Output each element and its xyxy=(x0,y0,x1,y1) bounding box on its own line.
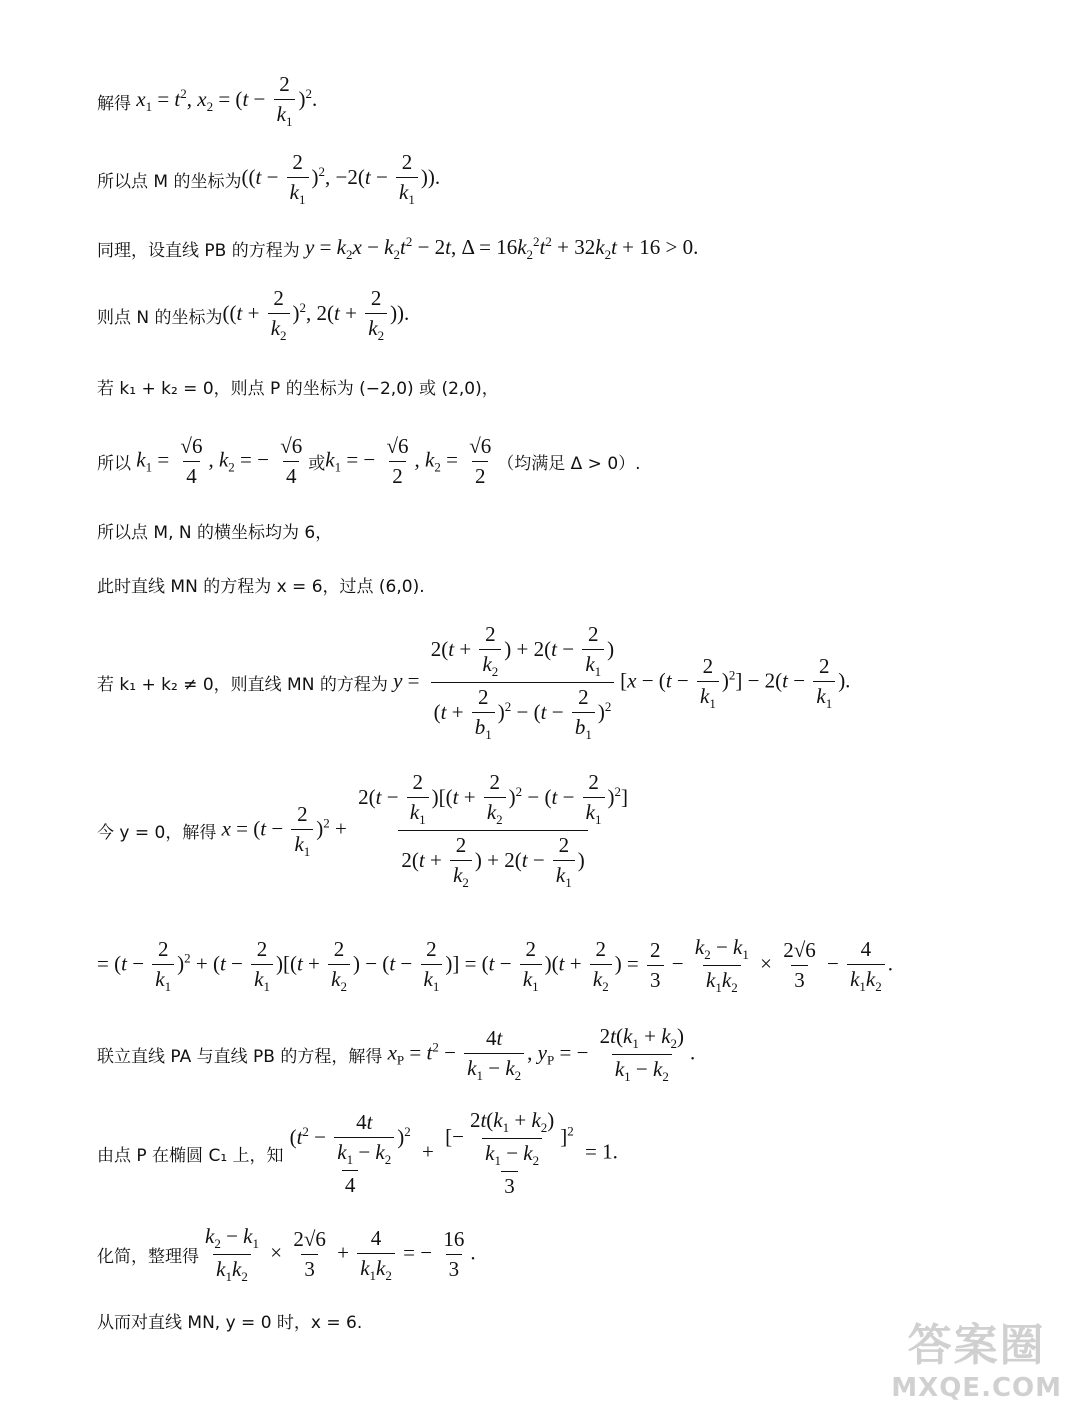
solution-line-13 xyxy=(97,1108,618,1199)
watermark xyxy=(891,1309,1062,1403)
line-9-label: 若 k₁ + k₂ ≠ 0，则直线 MN 的方程为 xyxy=(97,675,388,696)
line-6-label: 所以 xyxy=(97,454,131,474)
line-10-formula: x = (t − $\frac{2}{k_1}$ )$^2$ + 2(t − $\frac{2}{k_1}$ )[(t + $\frac{2}{k_2}$ )$^2$ − (t − $\frac{2}{k_1}$ )$^2$] 2(t + $\frac{2}{k_2}$ ) + 2(t − $\frac{2}{k_1}$ ) xyxy=(221,770,628,891)
solution-line-10 xyxy=(97,770,634,891)
line-1-formula: $x_1 = t^2$, $x_2 = (t$ − $\frac{2}{k_1}$ )$^2$. xyxy=(136,72,318,130)
watermark-logo: 答案圈 xyxy=(907,1320,1046,1371)
line-10-label: 今 y = 0，解得 xyxy=(97,823,217,844)
solution-line-2 xyxy=(97,150,440,208)
solution-line-9 xyxy=(97,622,850,743)
solution-line-8 xyxy=(97,572,425,597)
line-12-label: 联立直线 PA 与直线 PB 的方程，解得 xyxy=(97,1047,383,1068)
watermark-site: MXQE.COM xyxy=(891,1373,1062,1403)
solution-line-14 xyxy=(97,1224,476,1285)
solution-line-5 xyxy=(97,374,499,399)
line-12-formula: $x_P = t^2$ − $\frac{4t}{k_1 - k_2}$ , $y_P$ = − $\frac{2t(k_1 + k_2)}{k_1 - k_2}$ . xyxy=(387,1024,696,1085)
line-4-formula: ((t + $\frac{2}{k_2}$ )$^2$, 2(t + $\frac{2}{k_2}$ )). xyxy=(222,286,410,344)
line-5-text: 若 k₁ + k₂ = 0，则点 P 的坐标为 (−2,0) 或 (2,0)， xyxy=(97,379,499,399)
line-3-formula: $y = k_2x - k_2t^2 - 2t$, $\Delta = 16k_2^2t^2 + 32k_2t + 16 > 0$. xyxy=(304,234,699,263)
solution-line-11 xyxy=(97,935,893,996)
solution-line-7 xyxy=(97,518,332,543)
line-6-or: 或 xyxy=(308,454,326,474)
solution-line-3 xyxy=(97,234,698,263)
line-8-text: 此时直线 MN 的方程为 x = 6，过点 (6,0). xyxy=(97,577,425,597)
line-13-label: 由点 P 在椭圆 C₁ 上，知 xyxy=(97,1146,284,1167)
line-4-label: 则点 N 的坐标为 xyxy=(97,307,223,328)
solution-line-12 xyxy=(97,1024,695,1085)
solution-line-6 xyxy=(97,434,641,489)
line-14-label: 化简，整理得 xyxy=(97,1247,199,1268)
line-2-formula: ((t − $\frac{2}{k_1}$ )$^2$, −2(t − $\frac{2}{k_1}$ )). xyxy=(241,150,441,208)
line-7-text: 所以点 M, N 的横坐标均为 6， xyxy=(97,523,333,543)
line-3-label: 同理，设直线 PB 的方程为 xyxy=(97,241,300,262)
line-6-formula-b: $k_1$ = − $\frac{√6}{2}$ , $k_2$ = $\frac{√6}{2}$ xyxy=(325,434,492,488)
line-13-formula: ($t^2$ − $\frac{4t}{k_1 - k_2}$ )$^2$ 4 + [− $\frac{2t(k_1 + k_2)}{k_1 - k_2}$ ]$^2$ 3 = 1. xyxy=(289,1108,618,1199)
line-15-text: 从而对直线 MN, y = 0 时，x = 6. xyxy=(97,1313,363,1333)
line-11-formula: = (t − $\frac{2}{k_1}$ )$^2$ + (t − $\frac{2}{k_1}$ )[(t + $\frac{2}{k_2}$ ) − (t − $\frac{2}{k_1}$ )] = (t − $\frac{2}{k_1}$ )(t + $\frac{2}{k_2}$ ) = $\frac{2}{3}$ − $\frac{k_2 - k_1}{k_1k_2}$ × $\frac{2√6}{3}$ − $\frac{4}{k_1k_2}$ . xyxy=(97,935,893,996)
line-14-formula: $\frac{k_2 - k_1}{k_1k_2}$ × $\frac{2√6}{3}$ + $\frac{4}{k_1k_2}$ = − $\frac{16}{3}$ . xyxy=(205,1224,476,1285)
line-1-label: 解得 xyxy=(97,93,131,114)
solution-line-15 xyxy=(97,1308,362,1333)
line-6-formula-a: $k_1$ = $\frac{√6}{4}$ , $k_2$ = − $\frac{√6}{4}$ xyxy=(136,434,303,488)
line-6-note: （均满足 Δ > 0）. xyxy=(497,454,641,474)
line-9-formula: y = 2(t + $\frac{2}{k_2}$ ) + 2(t − $\frac{2}{k_1}$ ) (t + $\frac{2}{b_1}$ )$^2$ − (t − $\frac{2}{b_1}$ )$^2$ [x − (t − $\frac{2}{k_1}$ )$^2$] − 2(t − $\frac{2}{k_1}$ ). xyxy=(393,622,851,743)
solution-line-1 xyxy=(97,72,317,130)
line-2-label: 所以点 M 的坐标为 xyxy=(97,171,242,192)
solution-line-4 xyxy=(97,286,409,344)
